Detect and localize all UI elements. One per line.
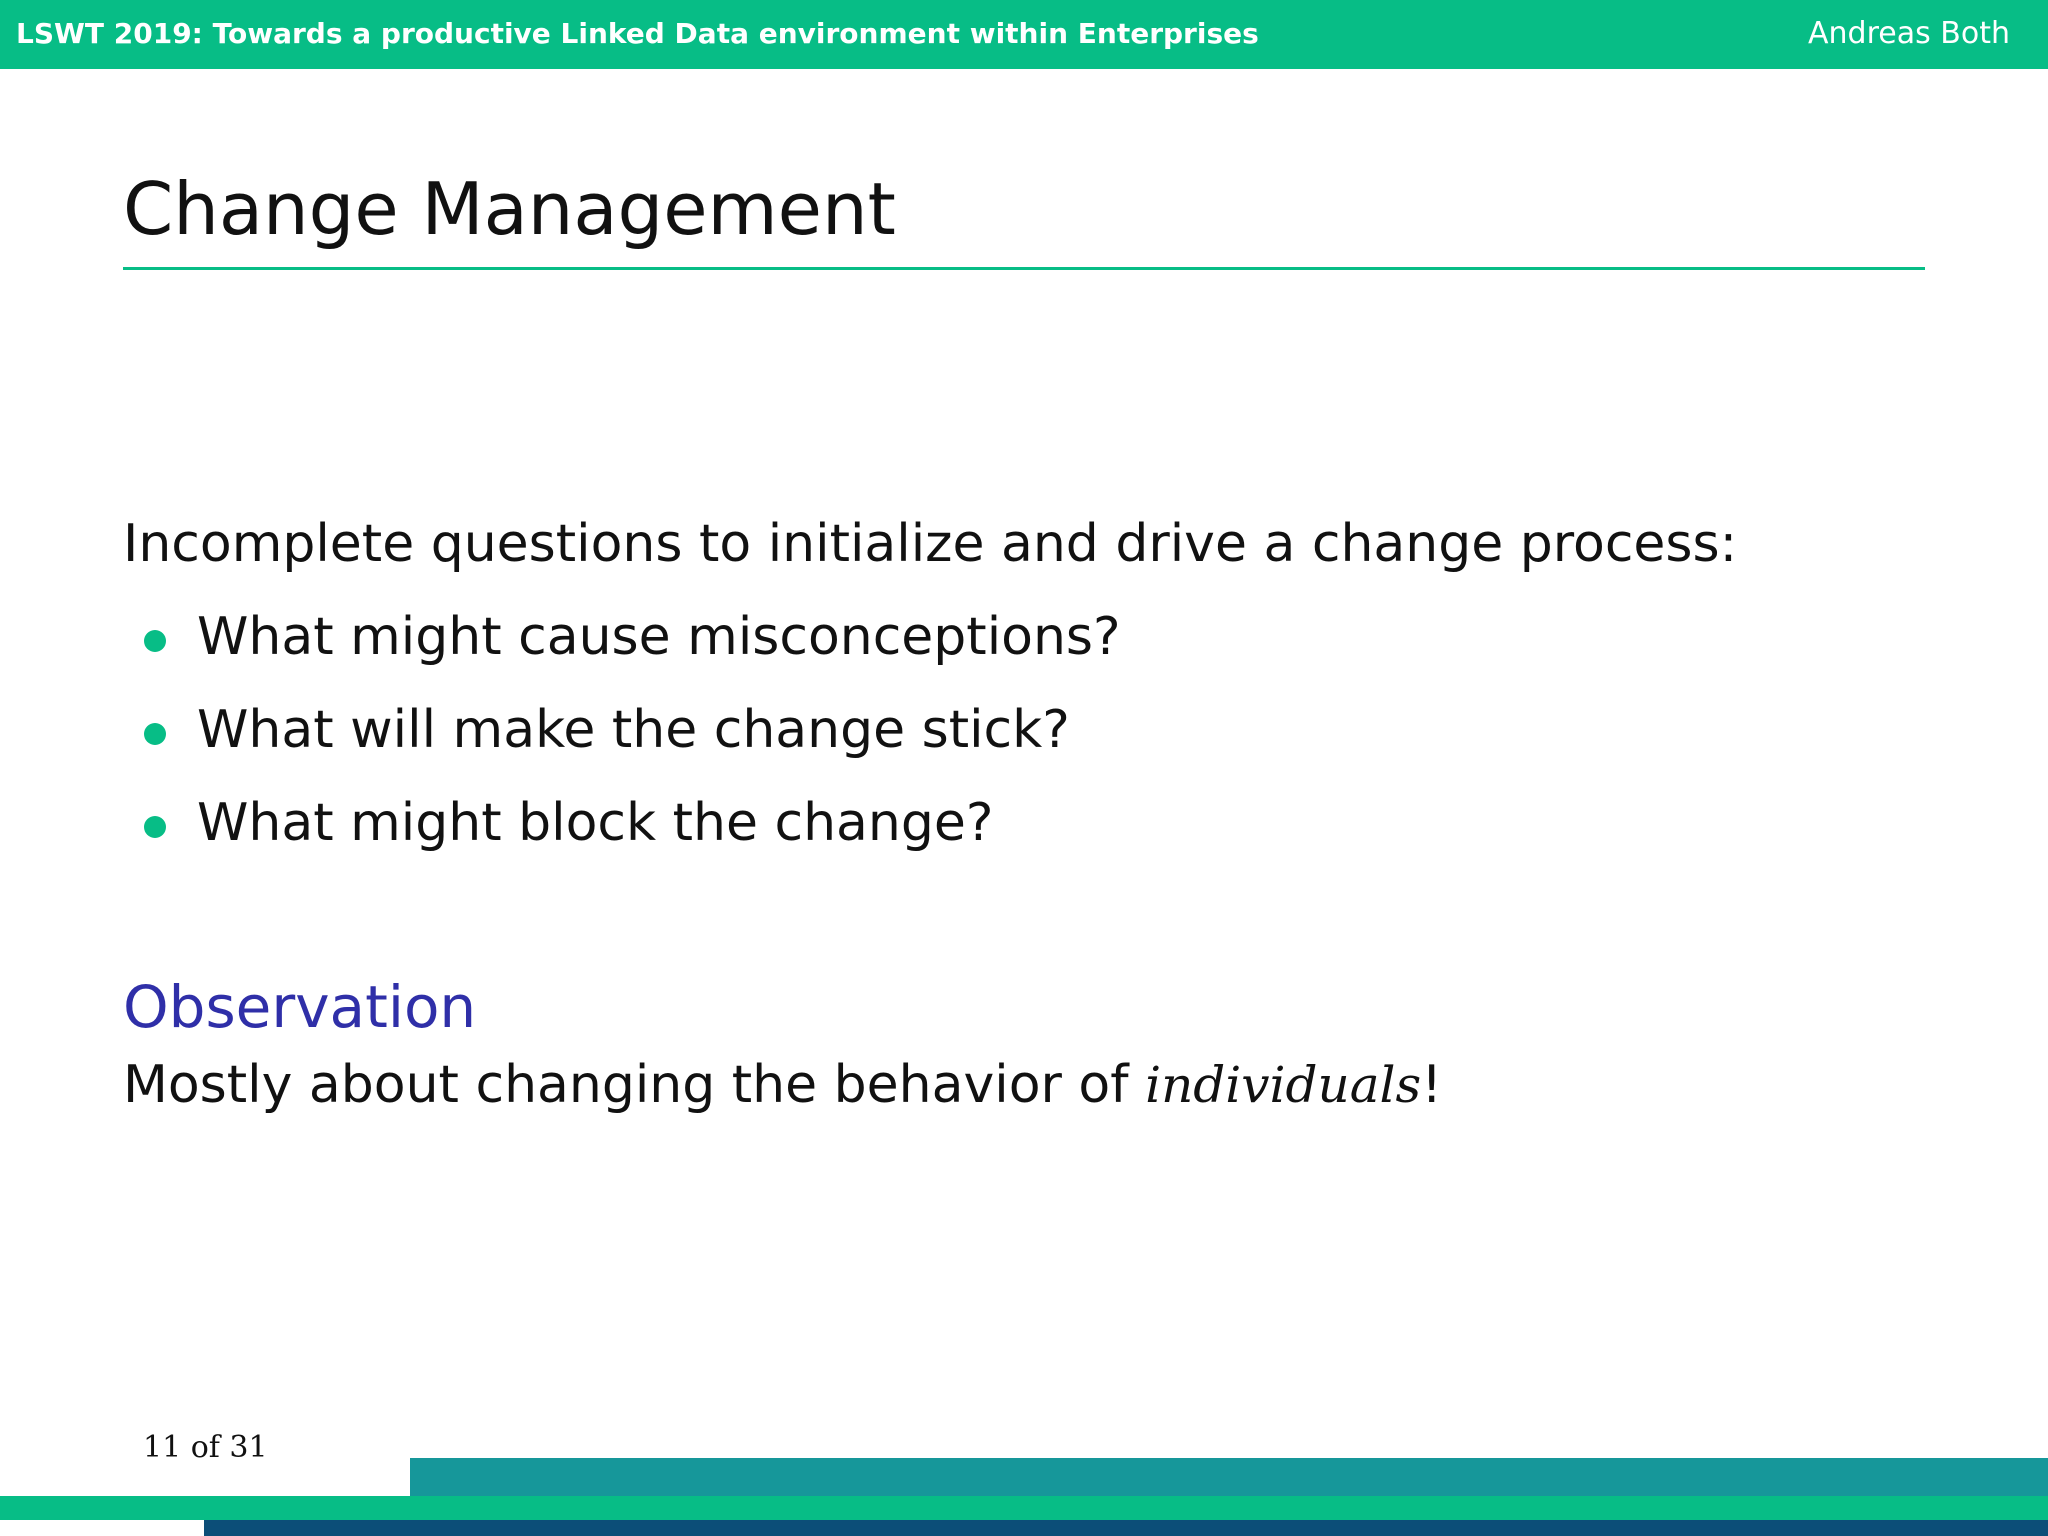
bullet-dot-icon — [144, 816, 166, 838]
footer-band-green — [0, 1496, 2048, 1520]
header-talk-title: LSWT 2019: Towards a productive Linked Data environment within Enterprises — [16, 17, 1259, 50]
bullet-text: What might block the change? — [197, 793, 994, 853]
header-bar — [0, 0, 2048, 69]
header-author: Andreas Both — [1808, 16, 2010, 51]
observation-block-title: Observation — [123, 973, 477, 1041]
observation-text: Mostly about changing the behavior of — [123, 1055, 1146, 1115]
slide-title: Change Management — [123, 167, 896, 251]
bullet-dot-icon — [144, 723, 166, 745]
observation-emphasis: individuals — [1145, 1056, 1422, 1114]
bullet-text: What will make the change stick? — [197, 700, 1070, 760]
bullet-text: What might cause misconceptions? — [197, 607, 1121, 667]
footer-band-navy — [204, 1520, 2048, 1536]
footer-band-teal — [410, 1458, 2048, 1496]
observation-block-body — [123, 1050, 1442, 1120]
observation-punctuation: ! — [1421, 1055, 1443, 1115]
bullet-dot-icon — [144, 630, 166, 652]
page-number: 11 of 31 — [143, 1430, 268, 1465]
title-underline — [123, 267, 1925, 270]
intro-text: Incomplete questions to initialize and drive a change process: — [123, 514, 1738, 574]
